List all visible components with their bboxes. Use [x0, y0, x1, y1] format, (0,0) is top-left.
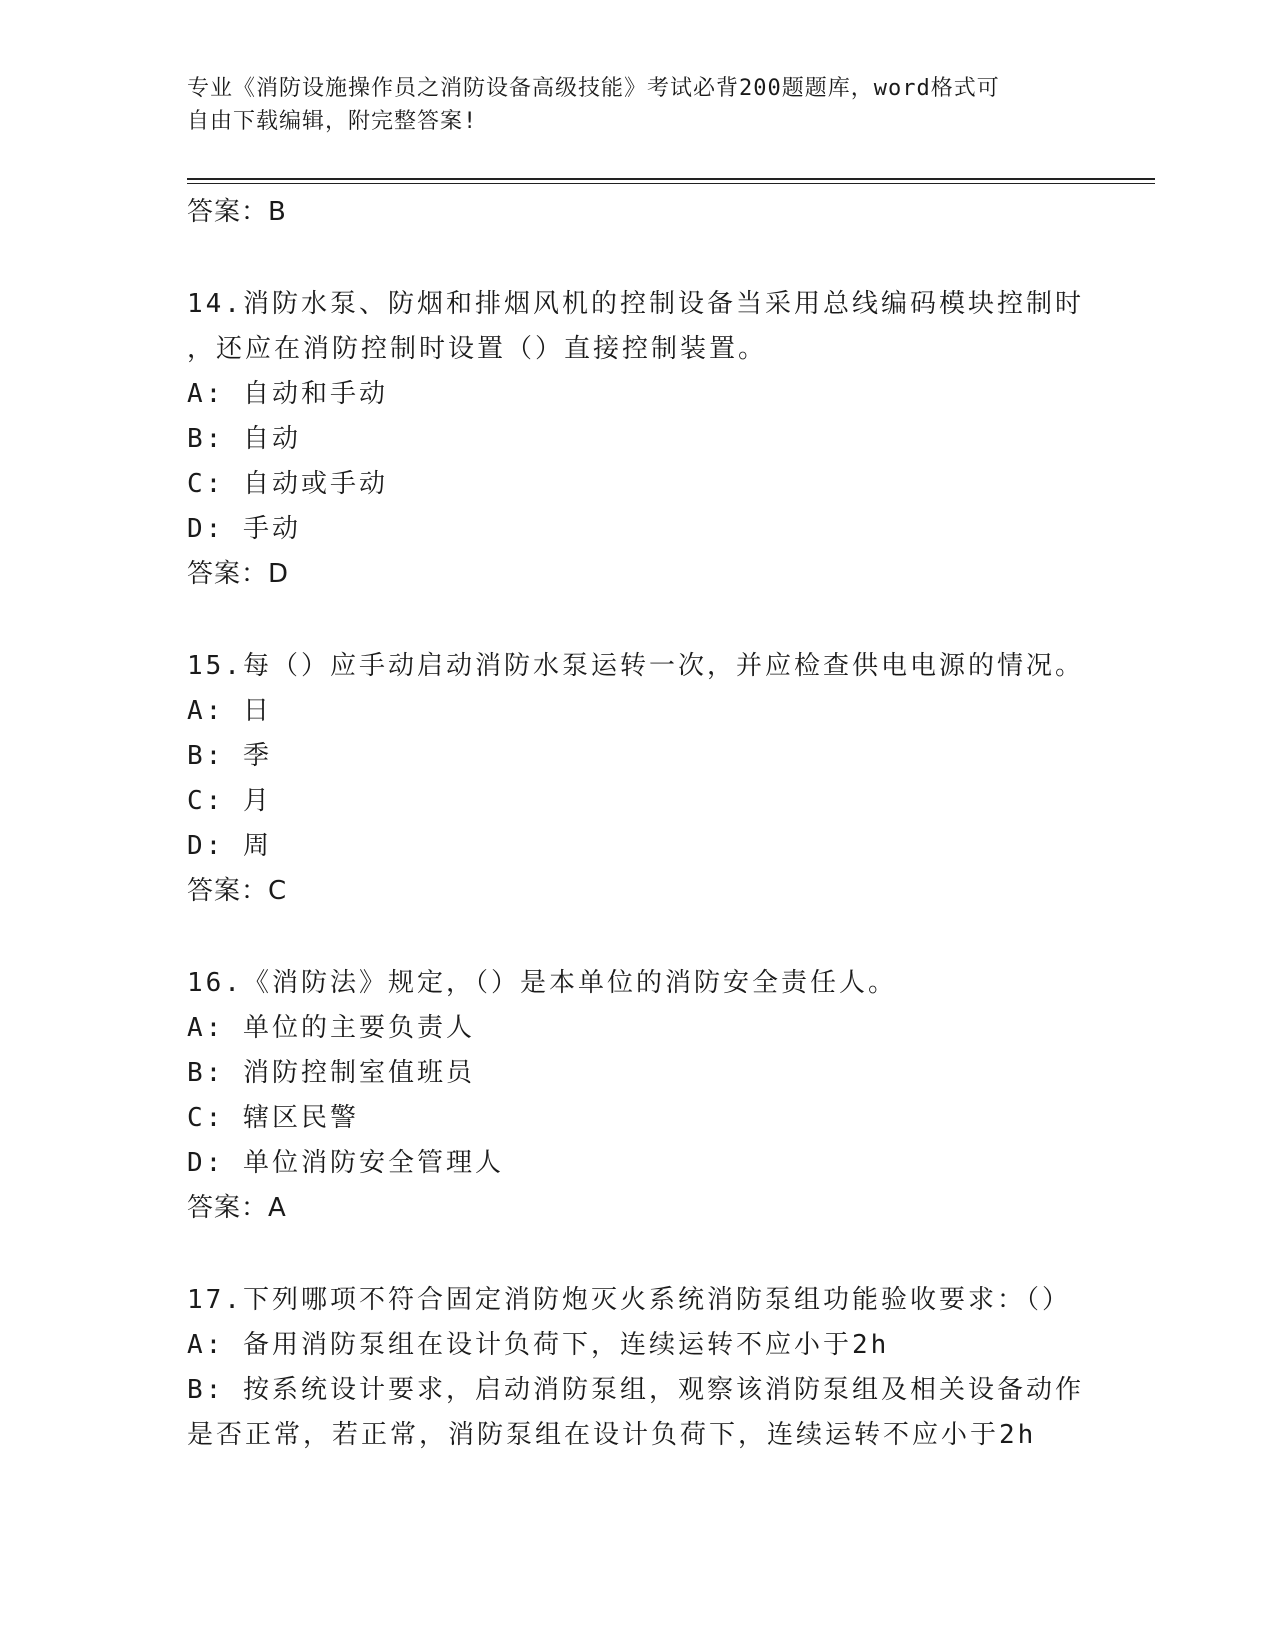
question-14-option-a: A: 自动和手动	[187, 379, 388, 409]
question-14-option-b: B: 自动	[187, 424, 301, 454]
header-title-line-1: 专业《消防设施操作员之消防设备高级技能》考试必背200题题库，word格式可	[187, 76, 1000, 101]
question-14-answer: 答案：D	[187, 559, 290, 589]
question-16	[187, 961, 1087, 1006]
question-14-text-line-2: ，还应在消防控制时设置（）直接控制装置。	[187, 334, 768, 364]
question-15	[187, 644, 1087, 689]
question-17-option-b-line-2: 是否正常，若正常，消防泵组在设计负荷下，连续运转不应小于2h	[187, 1420, 1037, 1450]
question-14-option-c: C: 自动或手动	[187, 469, 388, 499]
header-divider-thin	[187, 183, 1155, 184]
question-15-option-c: C: 月	[187, 786, 272, 816]
question-14-text-line-1: 14.消防水泵、防烟和排烟风机的控制设备当采用总线编码模块控制时	[187, 289, 1084, 319]
document-header	[187, 72, 1067, 138]
question-16-option-b: B: 消防控制室值班员	[187, 1058, 475, 1088]
question-16-answer: 答案：A	[187, 1193, 287, 1223]
question-17-text-line-1: 17.下列哪项不符合固定消防炮灭火系统消防泵组功能验收要求：（）	[187, 1285, 1071, 1315]
question-15-answer: 答案：C	[187, 876, 288, 906]
question-15-option-a: A: 日	[187, 696, 272, 726]
question-14	[187, 282, 1087, 372]
header-title-line-2: 自由下载编辑，附完整答案!	[187, 109, 478, 134]
question-17	[187, 1278, 1087, 1323]
question-15-text-line-1: 15.每（）应手动启动消防水泵运转一次，并应检查供电电源的情况。	[187, 651, 1084, 681]
question-16-option-a: A: 单位的主要负责人	[187, 1013, 475, 1043]
question-14-option-d: D: 手动	[187, 514, 301, 544]
question-15-option-d: D: 周	[187, 831, 272, 861]
question-16-text-line-1: 16.《消防法》规定，（）是本单位的消防安全责任人。	[187, 968, 897, 998]
prev-question-answer: 答案：B	[187, 197, 287, 227]
question-16-option-c: C: 辖区民警	[187, 1103, 359, 1133]
question-17-option-b-line-1: B: 按系统设计要求，启动消防泵组，观察该消防泵组及相关设备动作	[187, 1375, 1084, 1405]
header-divider-thick	[187, 178, 1155, 180]
question-16-option-d: D: 单位消防安全管理人	[187, 1148, 504, 1178]
question-17-option-a: A: 备用消防泵组在设计负荷下，连续运转不应小于2h	[187, 1330, 890, 1360]
question-list	[187, 190, 1087, 1458]
question-15-option-b: B: 季	[187, 741, 272, 771]
